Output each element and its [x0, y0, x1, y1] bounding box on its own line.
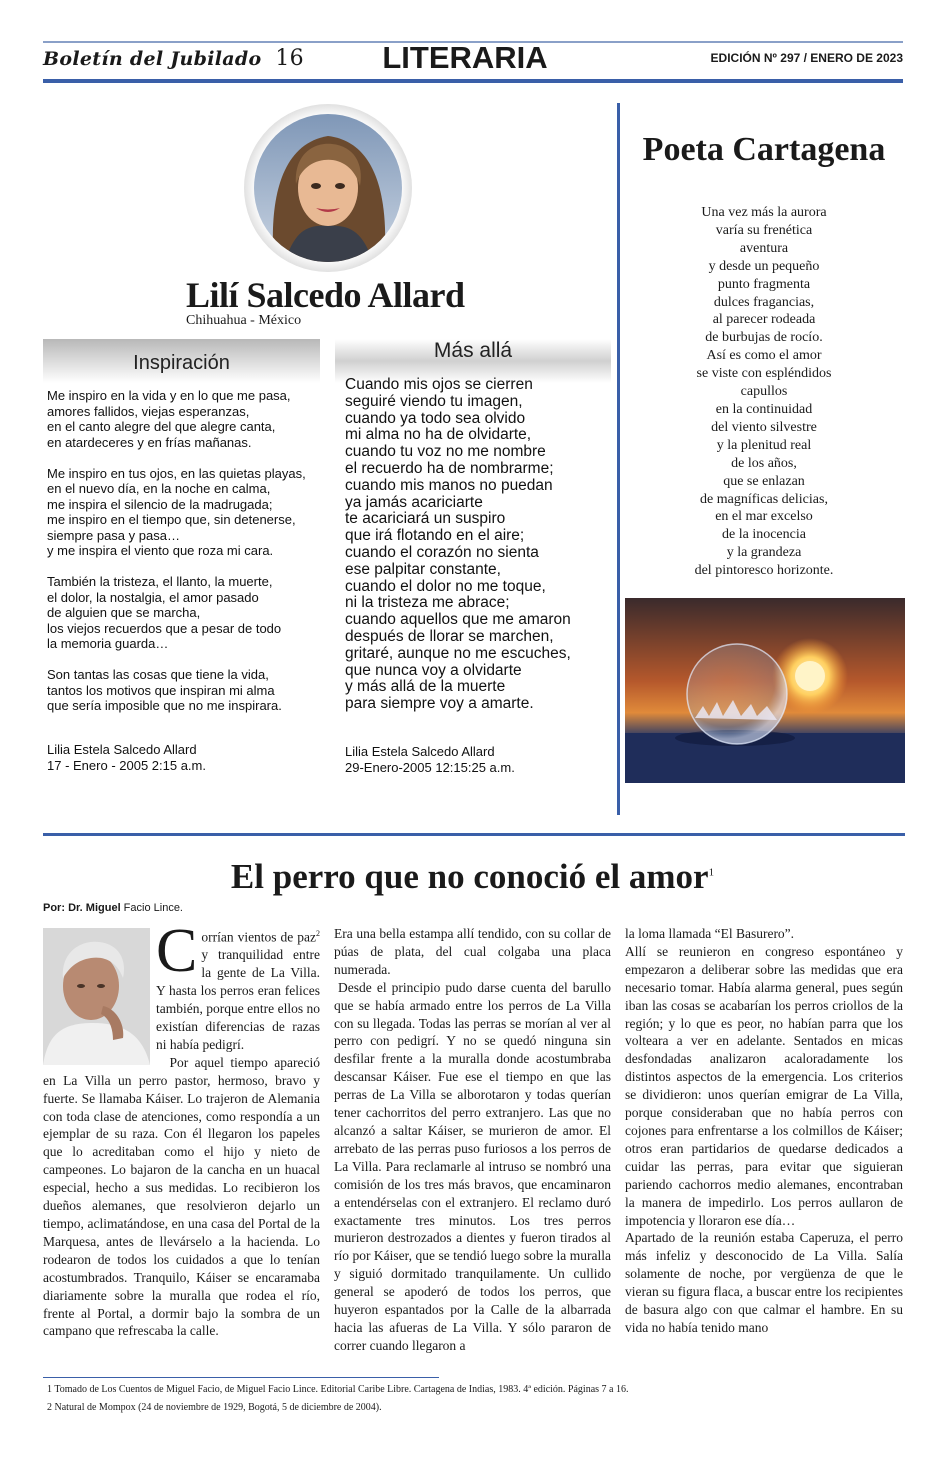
drop-cap: C [156, 917, 198, 985]
poem-mas-alla-signature: Lilia Estela Salcedo Allard 29-Enero-2005 12:15:25 a.m. [345, 744, 515, 775]
poem-inspiracion-header [43, 339, 320, 383]
byline-prefix: Por: [43, 902, 69, 914]
story-paragraph-3: Era una bella estampa allí tendido, con su collar de púas de plata, del cual colgaba una placa numerada. [334, 926, 611, 977]
story-column-3 [625, 925, 903, 1337]
page-number: 16 [275, 46, 304, 71]
poem-inspiracion-signature: Lilia Estela Salcedo Allard 17 - Enero - 2005 2:15 a.m. [47, 742, 206, 773]
author-portrait [254, 114, 402, 262]
author-location: Chihuahua - México [186, 313, 302, 328]
story-column-2 [334, 925, 611, 1355]
story-paragraph-5: la loma llamada “El Basurero”. [625, 926, 795, 941]
story-title [0, 857, 945, 897]
poeta-title: Poeta Cartagena [642, 131, 886, 168]
publication-title [43, 46, 304, 71]
story-paragraph-1b: y tranquilidad entre la gente de La Villa. Y hasta los perros eran felices también, porque entre ellos no existían diferencias de razas ni había pedigrí. [156, 947, 320, 1052]
poem-title: Inspiración [133, 352, 230, 374]
story-paragraph-6: Allí se reunieron en congreso espontáneo y empezaron a deliberar sobre las medidas que era necesario tomar. Había alarma general, pues según iban las cosas se acabarían los perros criollos de la región; y lo que es peor, no habían parra que los volteara a ver en adelante. Sentados en micas desfondadas analizaron acaloradamente los distintos aspectos de la emergencia. Los criterios se dividieron: unos querían emigrar de La Villa, porque consideraban que no había perros con cojones para enfrentarse a los colmillos de Káiser; otros eran partidarios de quedarse dedicados a cuidar las perras, para evitar que siguieran pariendo cachorros medio alemanes, encontraban la manera de impedirlo. Los perros aullaron de impotencia y lloraron ese día… [625, 943, 903, 1228]
story-paragraph-7: Apartado de la reunión estaba Caperuza, el perro más infeliz y desconocido de La Villa. Salía solamente de noche, por vergüenza de que le vieran su figura flaca, a buscar entre los recipientes de basura algo con que calmar el hambre. En su vida no había tenido mano [625, 1230, 903, 1335]
story-column-1 [43, 917, 320, 1340]
story-paragraph-1a: orrían vientos de paz [201, 929, 316, 945]
section-title: LITERARIA [382, 40, 548, 75]
footnote-ref-1: 1 [708, 866, 715, 879]
poem-mas-alla-text: Cuando mis ojos se cierren seguiré viendo tu imagen, cuando ya todo sea olvido mi alma no ha de olvidarte, cuando tu voz no me nombre el recuerdo ha de nombrarme; cuando mis manos no puedan ya jamás acariciarte te acariciará un suspiro que irá flotando en el aire; cuando el corazón no sienta ese palpitar constante, cuando el dolor no me toque, ni la tristeza me abrace; cuando aquellos que me amaron después de llorar se marchen, gritaré, aunque no me escuches, que nunca voy a olvidarte y más allá de la muerte para siempre voy a amarte. [345, 376, 571, 713]
sunset-bubble-image [625, 598, 905, 783]
story-paragraph-2: Por aquel tiempo apareció en La Villa un perro pastor, hermoso, bravo y fuerte. Se llamaba Káiser. Lo trajeron de Alemania con toda clase de atenciones, como respondía a un ejemplar de su raza. Con él llegaron los papeles que lo acreditaban como el hijo y nieto de campeones. Lo bajaron de la cancha en un huacal especial, hecho a sus medidas. Lo recibieron los dueños alemanes, que resolvieron dejarlo un tiempo, aclimatándose, en una casa del Portal de la Marquesa, antes de llevárselo a la hacienda. Lo rodearon de todos los cuidados a que lo tenían acostumbrados. Tranquilo, Káiser se encaramaba diariamente sobre la muralla que rodea el río, frente al Portal, a dormir bajo la sombra de un campano que refrescaba la calle. [43, 1054, 320, 1339]
footnote-1: 1 Tomado de Los Cuentos de Miguel Facio, de Miguel Facio Lince. Editorial Caribe Libre. Cartagena de Indias, 1983. 4ª edición. Páginas 7 a 16. [47, 1384, 629, 1395]
poem-inspiracion-text: Me inspiro en la vida y en lo que me pasa, amores fallidos, viejas esperanzas, en el canto alegre del que alegre canta, en atardeceres y en frías mañanas. Me inspiro en tus ojos, en las quietas playas, en el nuevo día, en la noche en calma, me inspira el silencio de la madrugada; me inspiro en el tiempo que, sin detenerse, siempre pasa y pasa… y me inspira el viento que roza mi cara. También la tristeza, el llanto, la muerte, el dolor, la nostalgia, el amor pasado de alguien que se marcha, los viejos recuerdos que a pesar de todo la memoria guarda… Son tantas las cosas que tiene la vida, tantos los motivos que inspiran mi alma que sería imposible que no me inspirara. [47, 388, 306, 713]
story-title-text: El perro que no conoció el amor [230, 857, 709, 896]
footnote-rule [43, 1377, 439, 1378]
byline-surname: Facio Lince. [120, 902, 183, 914]
poeta-verse: Una vez más la aurora varía su frenética aventura y desde un pequeño punto fragmenta dulces fragancias, al parecer rodeada de burbujas de rocío. Así es como el amor se viste con espléndidos capullos en la continuidad del viento silvestre y la plenitud real de los años, que se enlazan de magníficas delicias, en el mar excelso de la inocencia y la grandeza del pintoresco horizonte. [694, 205, 834, 579]
poem-title: Más allá [433, 339, 513, 362]
byline-name: Dr. Miguel [68, 902, 121, 914]
footnote-ref-2: 2 [316, 929, 320, 938]
footnote-2: 2 Natural de Mompox (24 de noviembre de 1929, Bogotá, 5 de diciembre de 2004). [47, 1402, 382, 1413]
edition-label: EDICIÓN Nº 297 / ENERO DE 2023 [710, 51, 903, 65]
photo-spacer [43, 925, 156, 1067]
header-rule [43, 79, 903, 83]
column-separator [617, 103, 620, 815]
story-paragraph-4: Desde el principio pudo darse cuenta del barullo que se había armado entre los perros de La Villa con su llegada. Todas las perras se morían al ver al perro con pedigrí. Y no se quedó ninguna sin desfilar frente a la muralla donde acostumbraba descansar Káiser. Fue ese el tiempo en que las perras de La Villa se alborotaron y todas querían tener cachorritos del perro extranjero. Las que no alcanzó a saltar Káiser, se murieron de amor. El arrebato de las perras puso furiosos a los perros de La Villa. Para reclamarle al intruso se nombró una comisión de los tres más bravos, que encaminaron a entendérselas con el extranjero. El reclamo duró exactamente tres minutos. Los tres perros murieron destrozados a dientes y fueron tirados al río por Káiser, que se tendió luego sobre la muralla y siguió dormitado tranquilamente. Un cullido general se apoderó de todos los perros, que huyeron espantados por la Calle de la albarrada hacia las afueras de La Villa. Y sólo pararon de correr cuando llegaron a [334, 979, 611, 1353]
story-byline [43, 902, 183, 914]
publication-name: Boletín del Jubilado [43, 48, 262, 70]
section-separator [43, 833, 905, 836]
author-name: Lilí Salcedo Allard [186, 275, 465, 315]
